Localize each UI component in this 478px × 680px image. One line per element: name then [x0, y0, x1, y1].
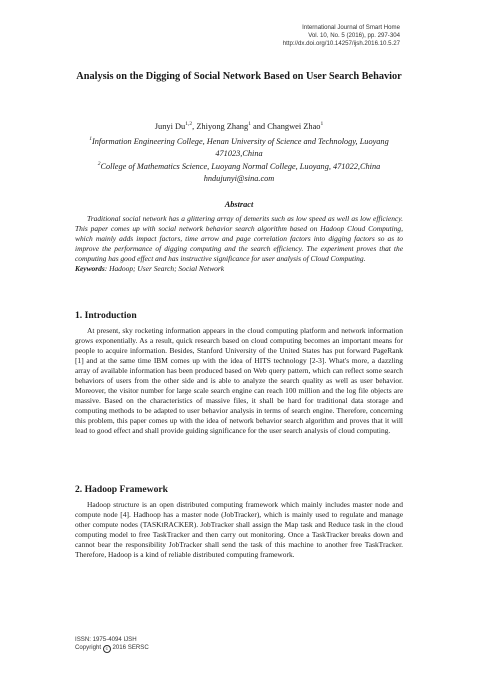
paper-title: Analysis on the Digging of Social Network Based on User Search Behavior	[76, 71, 402, 82]
author-affiliation-mark: 1	[320, 121, 324, 127]
keywords-label: Keywords	[75, 264, 105, 273]
journal-doi-link[interactable]: http://dx.doi.org/10.14257/ijsh.2016.10.5.27	[282, 40, 400, 48]
author-name: Junyi Du	[154, 121, 186, 131]
journal-name: International Journal of Smart Home	[302, 24, 400, 31]
copyright-word: Copyright	[75, 644, 102, 652]
author-affiliation-mark: 1,2	[185, 121, 193, 127]
copyright-holder: 2016 SERSC	[112, 644, 149, 652]
author-list: Junyi Du$^{1,2}$, Zhiyong Zhang$^1$ and Changwei Zhao$^1$	[154, 121, 324, 131]
paragraph: At present, sky rocketing information appears in the cloud computing platform and network information grows exponentially. As a result, quick research based on cloud computing becomes an important means for people to acquire information. Besides, Stanford University of the United States has put forward PageRank [1] and at the same time IBM comes up with the idea of HITS technology [2-3]. What's more, a dazzling array of available information has been produced based on Web query pattern, which can reflect some search behaviors of users from the other side and is able to analyze the search quality as well as user behavior. Moreover, the visitor number for large scale search engine can reach 100 million and the log file objects are massive. Based on the characteristics of massive files, it shall be hard for traditional data storage and computing methods to be adapted to user behavior analysis in terms of search engine. Therefore, concerning this problem, this paper comes up with the idea of network behavior search algorithm and proves that it will lead to good effect and shall provide guiding significance for the user search analysis of cloud computing.	[75, 326, 403, 436]
author-affiliation-mark: 1	[248, 121, 251, 127]
section-heading-introduction: 1. Introduction	[75, 310, 137, 321]
author-separator: and	[253, 121, 266, 131]
affiliation-1	[70, 134, 408, 159]
affiliation-text: College of Mathematics Science, Luoyang Normal College, Luoyang, 471022,China	[100, 162, 381, 172]
affiliation-text: Information Engineering College, Henan University of Science and Technology, Luoyang 471023,China	[92, 136, 389, 158]
footer-issn: ISSN: 1975-4094 IJSH	[75, 636, 137, 643]
page-footer	[75, 636, 149, 653]
section-hadoop-body	[75, 500, 403, 560]
affiliation-2	[70, 159, 408, 173]
abstract-text: Traditional social network has a glittering array of demerits such as low speed as well as low efficiency. This paper comes up with social network behavior search algorithm based on Hadoop Cloud Computing, which mainly adds impact factors, time arrow and page correlation factors into digging factors so as to improve the performance of digging computing and the search efficiency. The experiment proves that the computing has good effect and has instructive significance for user analysis of Cloud Computing.	[75, 214, 403, 263]
keywords-text: : Hadoop; User Search; Social Network	[104, 264, 225, 273]
author-name: Changwei Zhao	[267, 121, 321, 131]
journal-header	[283, 24, 400, 49]
copyright-icon: c	[103, 645, 111, 653]
affiliation-mark: 1	[89, 136, 93, 142]
footer-copyright	[75, 644, 149, 653]
section-introduction-body	[75, 326, 403, 437]
section-heading-hadoop-framework: 2. Hadoop Framework	[75, 484, 169, 495]
keywords	[75, 264, 403, 274]
journal-volume: Vol. 10, No. 5 (2016), pp. 297-304	[308, 32, 400, 40]
abstract-heading: Abstract	[224, 200, 254, 209]
author-email[interactable]: hndujunyi@sina.com	[203, 173, 275, 183]
paragraph: Hadoop structure is an open distributed computing framework which mainly includes master node and compute node [4]. Hadhoop has a master node (JobTracker), which is mainly used to regulate and manage other compute nodes (TASKtRACKER). JobTracker shall assign the Map task and Reduce task in the cloud computing model to free TaskTracker and then carry out monitoring. Once a TaskTracker breaks down and cannot bear the responsibility JobTracker shall send the task of this machine to another free TaskTracker. Therefore, Hadoop is a kind of reliable distributed computing framework.	[75, 500, 403, 560]
author-name: Zhiyong Zhang	[196, 121, 249, 131]
affiliation-mark: 2	[97, 161, 101, 168]
affiliations	[70, 134, 408, 185]
